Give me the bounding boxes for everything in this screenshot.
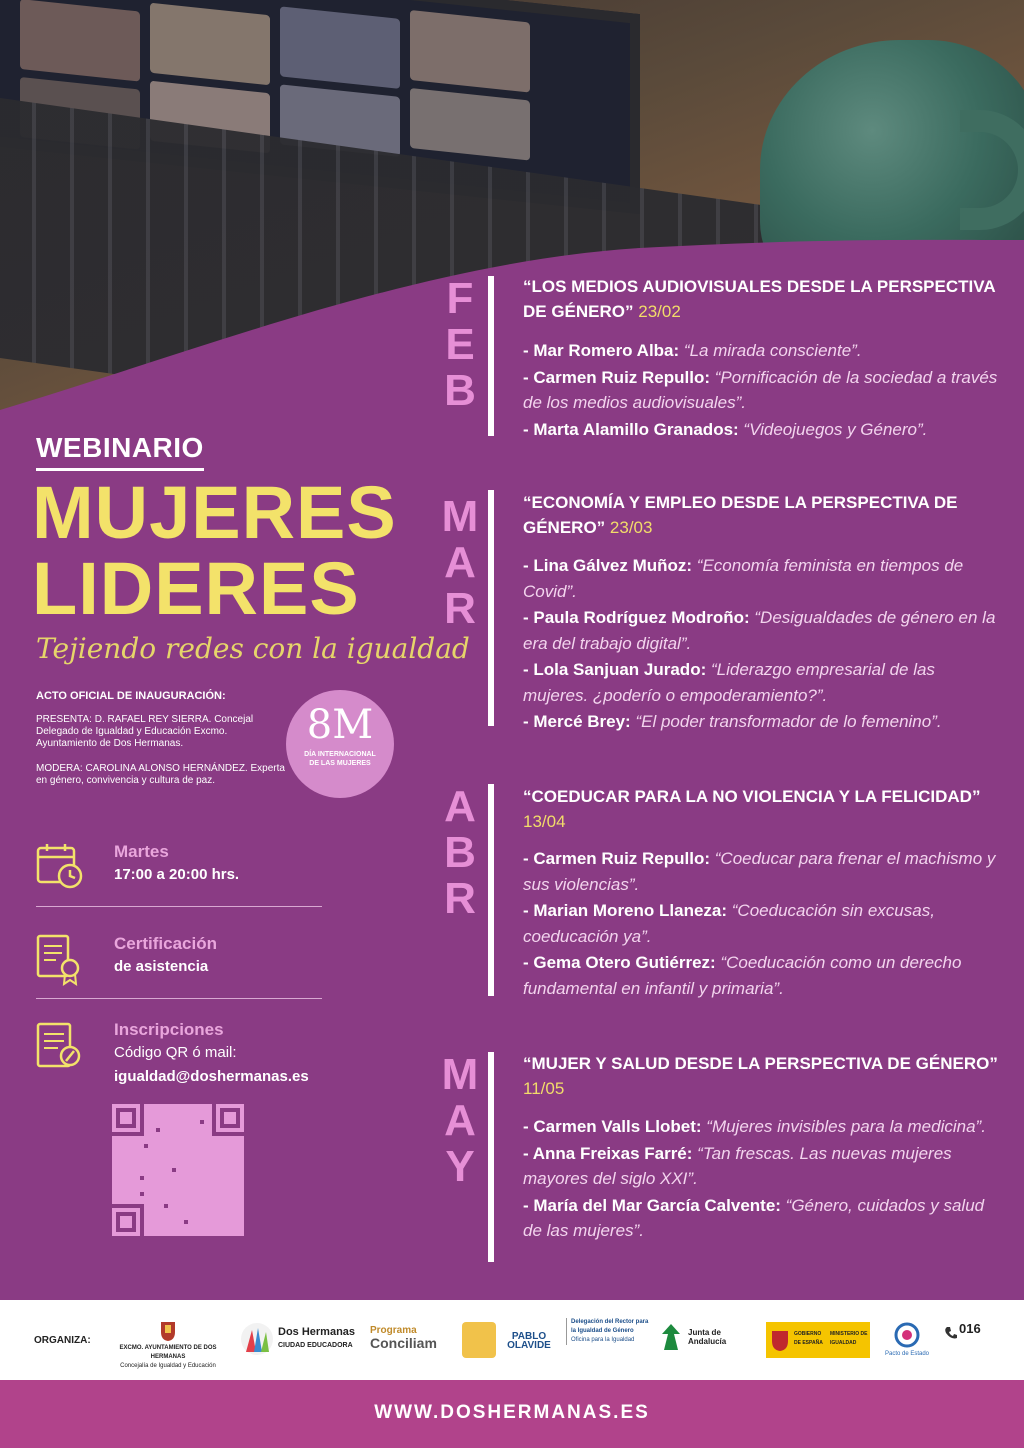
divider — [36, 906, 322, 907]
month-may: M A Y — [441, 1050, 479, 1191]
certificate-label: Certificación — [114, 934, 217, 953]
sponsors-band: ORGANIZA: EXCMO. AYUNTAMIENTO DE DOS HERMANAS Concejalía de Igualdad y Educación Dos Hermanas CIUDAD EDUCADORA Programa Conciliam PABLO OLAVIDE Delegación del Rector para la Igualdad de Género Oficina para la Igualdad Junta de Andalucía GOBIERNO DE ESPAÑA MINISTERIO DE IGUALDAD Pacto de Estado 016 — [0, 1300, 1024, 1380]
speaker-item: - Mar Romero Alba: “La mirada consciente”. — [523, 341, 862, 360]
session-title-abr: “COEDUCAR PARA LA NO VIOLENCIA Y LA FELICIDAD” 13/04 — [523, 787, 981, 831]
organiza-label: ORGANIZA: — [34, 1335, 91, 1346]
session-date: 23/03 — [609, 518, 653, 537]
speaker-item: - Anna Freixas Farré: “Tan frescas. Las nuevas mujeres mayores del siglo XXI”. — [523, 1143, 952, 1188]
month-abr: A B R — [444, 782, 476, 923]
8m-badge — [286, 690, 394, 798]
session-bar — [488, 490, 494, 726]
session-date: 11/05 — [523, 1079, 565, 1098]
form-pen-icon — [36, 1020, 84, 1072]
registration-text: Código QR ó mail: — [114, 1044, 237, 1061]
speaker-item: - Paula Rodríguez Modroño: “Desigualdades de género en la era del trabajo digital”. — [523, 608, 996, 653]
qr-code[interactable] — [112, 1104, 244, 1236]
8m-label: 8M — [306, 702, 374, 748]
webinario-label: WEBINARIO — [36, 432, 204, 471]
presenta-text: PRESENTA: D. RAFAEL REY SIERRA. Concejal Delegado de Igualdad y Educación Excmo. Ayuntamiento de Dos Hermanas. — [36, 714, 254, 749]
conciliam-logo[interactable]: Programa Conciliam — [370, 1325, 437, 1351]
speaker-item: - María del Mar García Calvente: “Género, cuidados y salud de las mujeres”. — [523, 1195, 985, 1240]
certificate-value: de asistencia — [114, 958, 209, 975]
session-title-mar: “ECONOMÍA Y EMPLEO DESDE LA PERSPECTIVA DE GÉNERO” 23/03 — [523, 493, 958, 537]
phone-icon — [944, 1326, 958, 1340]
session-bar — [488, 276, 494, 436]
speakers-abr — [523, 846, 1003, 1002]
schedule-row — [36, 842, 322, 898]
speaker-item: - Carmen Ruiz Repullo: “Pornificación de la sociedad a través de los medios audiovisuales”. — [523, 367, 998, 412]
8m-caption-2: DE LAS MUJERES — [309, 760, 371, 767]
junta-andalucia-logo[interactable]: Junta de Andalucía — [658, 1322, 758, 1358]
session-date: 13/04 — [523, 812, 566, 831]
speaker-item: - Lina Gálvez Muñoz: “Economía feminista en tiempos de Covid”. — [523, 556, 964, 601]
session-title-feb: “LOS MEDIOS AUDIOVISUALES DESDE LA PERSPECTIVA DE GÉNERO” 23/02 — [523, 277, 995, 321]
speaker-item: - Marta Alamillo Granados: “Videojuegos y Género”. — [523, 419, 928, 439]
pacto-heart-icon — [894, 1322, 920, 1348]
certificate-row — [36, 934, 322, 990]
upo-logo[interactable]: PABLO OLAVIDE — [462, 1322, 558, 1358]
subtitle: Tejiendo redes con la igualdad — [36, 632, 470, 665]
divider — [36, 998, 322, 999]
spain-shield-icon — [770, 1327, 790, 1353]
month-mar: M A R — [441, 492, 479, 633]
schedule-label: Martes — [114, 842, 169, 861]
session-bar — [488, 1052, 494, 1262]
speakers-may — [523, 1114, 1003, 1245]
schedule-value: 17:00 a 20:00 hrs. — [114, 866, 240, 883]
delegacion-logo[interactable]: Delegación del Rector para la Igualdad de Género Oficina para la Igualdad — [566, 1318, 654, 1345]
session-bar — [488, 784, 494, 996]
hands-icon — [240, 1322, 274, 1356]
8m-caption-1: DÍA INTERNACIONAL — [304, 751, 376, 758]
month-feb: F E B — [444, 274, 476, 415]
ayuntamiento-logo[interactable]: EXCMO. AYUNTAMIENTO DE DOS HERMANAS Concejalía de Igualdad y Educación — [112, 1320, 224, 1371]
speaker-item: - Carmen Valls Llobet: “Mujeres invisibles para la medicina”. — [523, 1117, 986, 1136]
calendar-clock-icon — [36, 842, 84, 890]
footer — [0, 1380, 1024, 1448]
footer-url[interactable]: WWW.DOSHERMANAS.ES — [374, 1402, 650, 1423]
speaker-item: - Marian Moreno Llaneza: “Coeducación sin excusas, coeducación ya”. — [523, 901, 935, 946]
session-title-may: “MUJER Y SALUD DESDE LA PERSPECTIVA DE GÉNERO” 11/05 — [523, 1054, 998, 1098]
gobierno-espana-logo[interactable]: GOBIERNO DE ESPAÑA MINISTERIO DE IGUALDAD — [766, 1322, 870, 1358]
title-line-1: MUJERES — [32, 471, 397, 554]
speakers-feb — [523, 338, 1003, 443]
registration-row — [36, 1020, 322, 1090]
speaker-item: - Carmen Ruiz Repullo: “Coeducar para frenar el machismo y sus violencias”. — [523, 849, 996, 894]
speakers-mar — [523, 553, 1003, 736]
registration-email[interactable]: igualdad@doshermanas.es — [114, 1068, 309, 1085]
modera-text: MODERA: CAROLINA ALONSO HERNÁNDEZ. Experta en género, convivencia y cultura de paz. — [36, 763, 285, 786]
pacto-estado-logo[interactable]: Pacto de Estado — [880, 1322, 934, 1359]
speaker-item: - Lola Sanjuan Jurado: “Liderazgo empresarial de las mujeres. ¿poderío o empoderamiento?”. — [523, 660, 935, 705]
certificate-icon — [36, 934, 84, 986]
speaker-item: - Gema Otero Gutiérrez: “Coeducación como un derecho fundamental en infantil y primaria”. — [523, 953, 962, 998]
registration-label: Inscripciones — [114, 1020, 224, 1039]
title-line-2: LIDERES — [32, 547, 360, 630]
speaker-item: - Mercé Brey: “El poder transformador de lo femenino”. — [523, 712, 942, 731]
coat-of-arms-icon — [160, 1320, 176, 1342]
session-date: 23/02 — [638, 302, 681, 321]
junta-emblem-icon — [658, 1322, 684, 1352]
inauguration-heading: ACTO OFICIAL DE INAUGURACIÓN: — [36, 690, 226, 702]
